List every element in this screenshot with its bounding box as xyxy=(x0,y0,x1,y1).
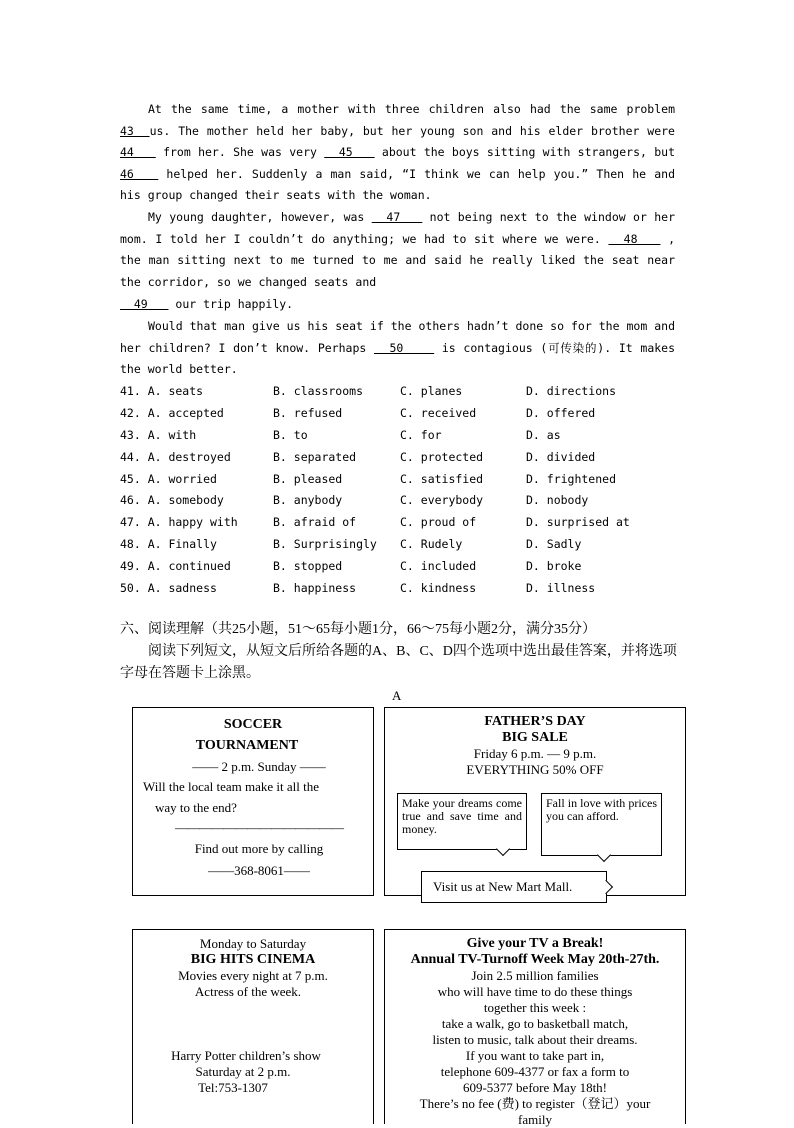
soccer-info: Find out more by calling xyxy=(194,841,324,856)
passage-label: A xyxy=(392,688,402,703)
option-row-45: 45. A. worried B. pleased C. satisfied D. frightened xyxy=(120,471,617,486)
soccer-ad xyxy=(132,707,374,896)
tv-line-3: Join 2.5 million families xyxy=(471,968,599,983)
blank-43: 43 xyxy=(120,123,150,138)
option-row-48: 48. A. Finally B. Surprisingly C. Rudely D. Sadly xyxy=(120,537,582,552)
tv-title: Give your TV a Break! xyxy=(466,936,604,951)
cinema-days: Monday to Saturday xyxy=(199,936,307,951)
cinema-schedule: Movies every night at 7 p.m. xyxy=(178,968,328,983)
passage-paragraph-1: At the same time, a mother with three children also had the same problem 43 us. The mother held her baby, but her young son and his elder brother were 44 from her. She was very 45 about the boys sitting with strangers, but 46 helped her. Suddenly a man said, “I think we can help you.” Then he and his group changed their seats with the woman. xyxy=(120,102,675,203)
passage-paragraph-2: My young daughter, however, was 47 not being next to the window or her mom. I told her I couldn’t do anything; we had to sit where we were. 48 , the man sitting next to me turned to me and said he really liked the seat near the corridor, so we changed seats and xyxy=(120,210,675,289)
option-row-41: 41. A. seats B. classrooms C. planes D. directions xyxy=(120,384,617,398)
cinema-show-time: Saturday at 2 p.m. xyxy=(195,1064,291,1079)
passage-paragraph-4: Would that man give us his seat if the others hadn’t done so for the mom and her children? I don’t know. Perhaps 50 is contagious (可传染的). It makes the world better. xyxy=(120,319,676,377)
blank-48: 48 xyxy=(608,231,661,246)
passage-paragraph-3: 49 our trip happily. xyxy=(120,297,294,311)
cinema-show: Harry Potter children’s show xyxy=(171,1048,321,1063)
tv-week: Annual TV-Turnoff Week May 20th-27th. xyxy=(410,952,660,967)
soccer-divider: —————————————— xyxy=(175,820,343,835)
section-title: 六、阅读理解（共25小题，51～65每小题1分，66～75每小题2分，满分35分） xyxy=(120,622,596,637)
soccer-time: —— 2 p.m. Sunday —— xyxy=(192,759,326,774)
tv-line-5: together this week : xyxy=(483,1000,587,1015)
blank-50: 50 xyxy=(374,340,435,355)
speech-bubble-prices: Fall in love with prices you can afford. xyxy=(541,793,662,856)
option-row-43: 43. A. with B. to C. for D. as xyxy=(120,427,561,442)
tv-line-12: family xyxy=(518,1112,552,1127)
soccer-subtitle: TOURNAMENT xyxy=(195,738,299,753)
speech-bubble-dreams: Make your dreams come true and save time and money. xyxy=(397,793,527,850)
tv-line-8: If you want to take part in, xyxy=(465,1048,605,1063)
speech-bubble-visit: Visit us at New Mart Mall. xyxy=(421,871,607,903)
tv-line-10: 609-5377 before May 18th! xyxy=(462,1080,608,1095)
option-row-44: 44. A. destroyed B. separated C. protected D. divided xyxy=(120,449,596,464)
tv-line-9: telephone 609-4377 or fax a form to xyxy=(440,1064,630,1079)
option-row-47: 47. A. happy with B. afraid of C. proud of D. surprised at xyxy=(120,515,630,530)
option-row-42: 42. A. accepted B. refused C. received D. offered xyxy=(120,405,596,420)
blank-46: 46 xyxy=(120,166,159,181)
section-instruction: 阅读下列短文，从短文后所给各题的A、B、C、D四个选项中选出最佳答案，并将选项字母在答题卡上涂黑。 xyxy=(120,644,677,681)
option-row-49: 49. A. continued B. stopped C. included D. broke xyxy=(120,559,582,574)
fathers-day-discount: EVERYTHING 50% OFF xyxy=(466,762,604,777)
soccer-question-2: way to the end? xyxy=(155,800,237,815)
tv-line-4: who will have time to do these things xyxy=(437,984,633,999)
fathers-day-subtitle: BIG SALE xyxy=(502,730,568,745)
cinema-ad xyxy=(132,929,374,1124)
fathers-day-title: FATHER’S DAY xyxy=(484,714,586,729)
tv-line-7: listen to music, talk about their dreams. xyxy=(432,1032,638,1047)
tv-line-11: There’s no fee (费) to register（登记）your xyxy=(419,1096,651,1111)
soccer-title: SOCCER xyxy=(223,717,283,732)
tv-turnoff-ad xyxy=(384,929,686,1127)
blank-44: 44 xyxy=(120,145,156,160)
fathers-day-ad xyxy=(384,707,686,896)
blank-49: 49 xyxy=(120,297,169,311)
cinema-actress: Actress of the week. xyxy=(194,984,302,999)
cinema-title: BIG HITS CINEMA xyxy=(190,952,316,967)
soccer-phone: ——368-8061—— xyxy=(208,863,310,878)
blank-45: 45 xyxy=(324,145,375,160)
fathers-day-hours: Friday 6 p.m. — 9 p.m. xyxy=(473,746,597,761)
option-row-50: 50. A. sadness B. happiness C. kindness D. illness xyxy=(120,581,596,596)
options-list xyxy=(120,381,680,600)
cinema-phone: Tel:753-1307 xyxy=(198,1080,268,1095)
soccer-question: Will the local team make it all the xyxy=(143,779,319,794)
blank-47: 47 xyxy=(371,210,423,224)
option-row-46: 46. A. somebody B. anybody C. everybody D. nobody xyxy=(120,493,589,508)
tv-line-6: take a walk, go to basketball match, xyxy=(441,1016,629,1031)
